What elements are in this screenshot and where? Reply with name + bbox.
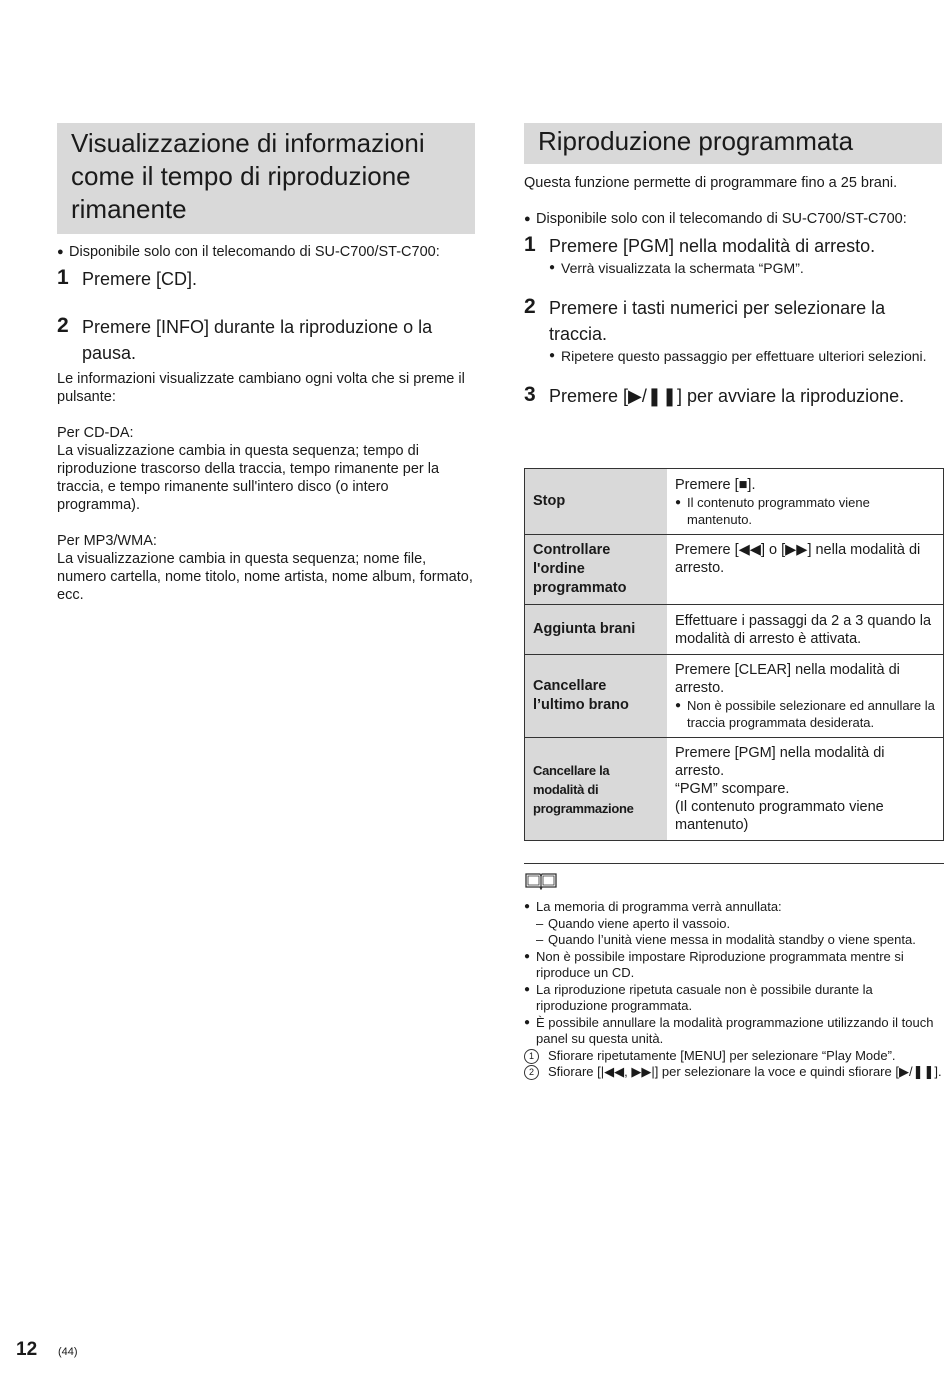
- section-heading-program: Riproduzione programmata: [524, 123, 942, 164]
- step-number: 3: [524, 383, 536, 406]
- step-circle-number: 1: [524, 1049, 539, 1064]
- step-2: [524, 295, 942, 347]
- note-step: [524, 1064, 944, 1081]
- step-3: [524, 383, 942, 409]
- row-desc: [667, 655, 944, 738]
- notes-section: [524, 863, 944, 1081]
- cdda-text: La visualizzazione cambia in questa sequenza; tempo di riproduzione trascorso della traccia, tempo rimanente per la traccia, e tempo rimanente sull'intero disco (o intero programma).: [57, 443, 440, 513]
- step-1-note: ● Verrà visualizzata la schermata “PGM”.: [549, 259, 942, 277]
- step-number: 2: [524, 295, 536, 318]
- row-desc: [667, 738, 944, 841]
- page-reference: (44): [58, 1346, 78, 1358]
- step-text: Premere [CD].: [82, 269, 198, 289]
- row-desc-note: ● Il contenuto programmato viene mantenuto.: [675, 494, 935, 528]
- row-desc-note: ● Non è possibile selezionare ed annullare la traccia programmata desiderata.: [675, 697, 935, 731]
- table-row: [525, 469, 944, 535]
- right-column: [524, 123, 942, 409]
- row-desc-text-2: “PGM” scompare.: [675, 781, 790, 797]
- row-desc-text: Effettuare i passaggi da 2 a 3 quando la modalità di arresto è attivata.: [675, 612, 932, 647]
- book-icon: [524, 872, 558, 890]
- row-label: Cancellare la modalità di programmazione: [525, 738, 668, 841]
- step-1: [57, 266, 475, 292]
- step-circle-number: 2: [524, 1065, 539, 1080]
- note-step-text: Sfiorare ripetutamente [MENU] per selezionare “Play Mode”.: [548, 1047, 896, 1063]
- row-desc-text: Premere [CLEAR] nella modalità di arresto.: [675, 662, 900, 696]
- note-subitem: – Quando l’unità viene messa in modalità standby o viene spenta.: [524, 932, 944, 949]
- table-row: [525, 605, 944, 655]
- row-desc-text-3: (Il contenuto programmato viene mantenuto): [675, 799, 884, 833]
- row-label: Stop: [525, 469, 668, 535]
- row-label: Cancellare l’ultimo brano: [525, 655, 668, 738]
- row-desc-text: Premere [PGM] nella modalità di arresto.: [675, 745, 885, 779]
- step-2: [57, 314, 475, 366]
- note-item: ● È possibile annullare la modalità programmazione utilizzando il touch panel su questa unità.: [524, 1015, 944, 1048]
- program-intro: Questa funzione permette di programmare fino a 25 brani.: [524, 175, 898, 191]
- row-desc-text: Premere [■].: [675, 476, 756, 493]
- info-text: Le informazioni visualizzate cambiano ogni volta che si preme il pulsante:: [57, 371, 465, 405]
- row-label: Aggiunta brani: [525, 605, 668, 655]
- note-item: ● Non è possibile impostare Riproduzione programmata mentre si riproduce un CD.: [524, 949, 944, 982]
- note-subitem: – Quando viene aperto il vassoio.: [524, 916, 944, 933]
- page-number: 12: [16, 1339, 38, 1360]
- step-text: Premere [INFO] durante la riproduzione o la pausa.: [82, 317, 433, 363]
- table-row: [525, 535, 944, 605]
- step-number: 2: [57, 314, 69, 337]
- row-desc: [667, 535, 944, 605]
- table-row: [525, 738, 944, 841]
- left-column: [57, 123, 475, 604]
- step-text: Premere i tasti numerici per selezionare la traccia.: [549, 298, 886, 344]
- cdda-title: Per CD-DA:: [57, 425, 134, 441]
- step-2-note: ● Ripetere questo passaggio per effettuare ulteriori selezioni.: [549, 347, 942, 365]
- row-label: Controllare l'ordine programmato: [525, 535, 668, 605]
- step-text: Premere [PGM] nella modalità di arresto.: [549, 236, 876, 256]
- availability-note: ● Disponibile solo con il telecomando di SU-C700/ST-C700:: [57, 243, 475, 261]
- note-item: ● La memoria di programma verrà annullata:: [524, 899, 944, 916]
- note-item: ● La riproduzione ripetuta casuale non è possibile durante la riproduzione programmata.: [524, 982, 944, 1015]
- program-options-table: [524, 468, 944, 841]
- row-desc: [667, 469, 944, 535]
- availability-note: ● Disponibile solo con il telecomando di SU-C700/ST-C700:: [524, 210, 942, 228]
- row-desc: [667, 605, 944, 655]
- step-number: 1: [524, 233, 536, 256]
- row-desc-text: Premere [◀◀] o [▶▶] nella modalità di arresto.: [675, 542, 921, 576]
- step-1: [524, 233, 942, 259]
- table-row: [525, 655, 944, 738]
- section-heading-info: Visualizzazione di informazioni come il tempo di riproduzione rimanente: [57, 123, 475, 234]
- mp3-text: La visualizzazione cambia in questa sequenza; nome file, numero cartella, nome titolo, nome artista, nome album, formato, ecc.: [57, 551, 473, 603]
- mp3-title: Per MP3/WMA:: [57, 533, 157, 549]
- step-number: 1: [57, 266, 69, 289]
- note-step-text: Sfiorare [|◀◀, ▶▶|] per selezionare la voce e quindi sfiorare [▶/❚❚].: [548, 1064, 942, 1079]
- step-text: Premere [▶/❚❚] per avviare la riproduzione.: [549, 386, 905, 406]
- note-step: [524, 1048, 944, 1065]
